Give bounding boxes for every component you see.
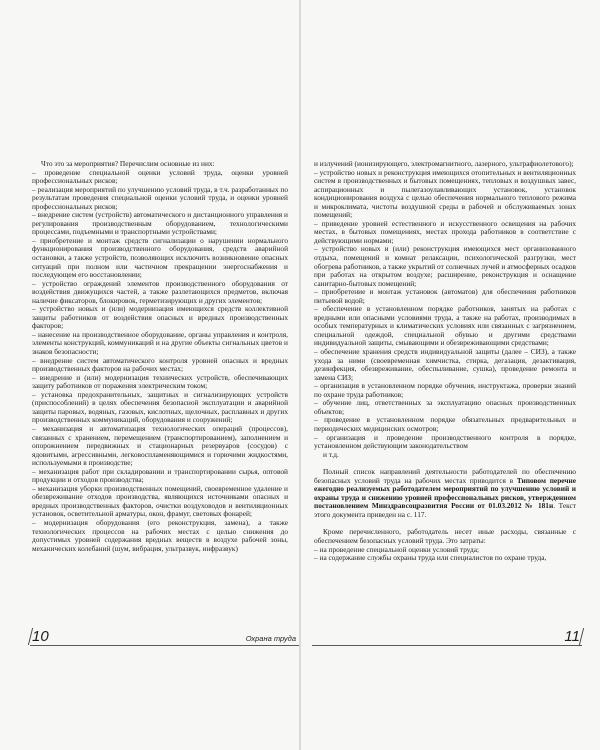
list-item: – устройство ограждений элементов производственного оборудования от воздействия движущихся частей, а также разлетающихся предметов, включая наличие фиксаторов, блокировок, герметизирующих и других элементов;	[32, 278, 288, 305]
list-item: – приведение уровней естественного и искусственного освещения на рабочих местах, в бытовых помещениях, местах прохода работников в соответствие с действующими нормами;	[314, 218, 576, 245]
list-item: – устройство новых и (или) реконструкция имеющихся мест организованного отдыха, помещений и комнат релаксации, психологической разгрузки, мест обогрева работников, а также укрытий от солнечных лучей и атмосферных осадков при работах на открытом воздухе; расширение, реконструкция и оснащение санитарно-бытовых помещений;	[314, 244, 576, 288]
list-item: – организация в установленном порядке обучения, инструктажа, проверки знаний по охране труда работников;	[314, 381, 576, 399]
list-item: – внедрение систем (устройств) автоматического и дистанционного управления и регулирования производственным оборудованием, технологическими процессами, подъемными и транспортными устройствами;	[32, 210, 288, 237]
list-ending: и т.д.	[323, 449, 339, 459]
list-item: – установка предохранительных, защитных и сигнализирующих устройств (приспособлений) в целях обеспечения безопасной эксплуатации и аварийной защиты паровых, водяных, газовых, кислотных, щелочных, расплавных и других производственных коммуникаций, оборудования и сооружений;	[32, 389, 288, 425]
right-page-footer	[312, 627, 582, 646]
page-number: 11	[564, 628, 580, 645]
list-item: – механизация и автоматизация технологических операций (процессов), связанных с хранением, перемещением (транспортированием), заполнением и опорожнением передвижных и стационарных резервуаров (сосудов) с ядовитыми, агрессивными, легковоспламеняющимися и горючими жидкостями, используемыми в производстве;	[32, 423, 288, 468]
summary-text: Полный список направлений деятельности работодателей по обеспечению безопасных условий труда на рабочих местах приводится в	[314, 467, 576, 485]
list-item: – приобретение и монтаж средств сигнализации о нарушении нормального функционирования производственного оборудования, средств аварийной остановки, а также устройств, позволяющих исключить возникновение опасных ситуаций при полном или частичном прекращении энергоснабжения и последующем его восстановлении;	[32, 235, 288, 280]
running-title: Охрана труда	[245, 634, 296, 643]
list-item: – модернизация оборудования (его реконструкция, замена), а также технологических процессов на рабочих местах с целью снижения до допустимых уровней содержания вредных веществ в воздухе рабочей зоны, механических колебаний (шум, вибрация, ультразвук, инфразвук)	[32, 517, 288, 553]
list-item: – внедрение систем автоматического контроля уровней опасных и вредных производственных факторов на рабочих местах;	[32, 355, 288, 374]
page-number: 10	[32, 628, 49, 645]
expenses-intro: Кроме перечисленного, работодатель несет иные расходы, связанные с обеспечением безопасных условий труда. Это затраты:	[314, 527, 576, 545]
list-item: – организация и проведение производственного контроля в порядке, установленном действующим законодательством	[314, 432, 576, 451]
list-item: – механизация уборки производственных помещений, своевременное удаление и обезвреживание отходов производства, являющихся источниками опасных и вредных производственных факторов, очистки воздуховодов и вентиляционных установок, осветительной арматуры, окон, фрамуг, световых фонарей;	[32, 483, 288, 519]
list-item: – проведение в установленном порядке обязательных предварительных и периодических медицинских осмотров;	[314, 415, 576, 433]
list-item: – на содержание службы охраны труда или специалистов по охране труда,	[314, 553, 547, 563]
list-item: – механизация работ при складировании и транспортировании сырья, оптовой продукции и отходов производства;	[32, 466, 288, 485]
right-page	[300, 0, 600, 750]
list-item: – нанесение на производственное оборудование, органы управления и контроля, элементы конструкций, коммуникаций и на другие объекты сигнальных цветов и знаков безопасности;	[32, 329, 288, 357]
summary-paragraph	[314, 468, 576, 519]
left-page-text	[32, 160, 288, 553]
list-item: – обеспечение хранения средств индивидуальной защиты (далее – СИЗ), а также ухода за ними (своевременная химчистка, стирка, дегазация, дезактивация, дезинфекция, обезвреживание, обеспыливание, сушка), проведение ремонта и замена СИЗ;	[314, 347, 576, 382]
list-item: и излучений (ионизирующего, электромагнитного, лазерного, ультрафиолетового);	[314, 159, 574, 168]
list-item: – обучение лиц, ответственных за эксплуатацию опасных производственных объектов;	[314, 398, 576, 416]
list-item: – устройство новых и реконструкция имеющихся отопительных и вентиляционных систем в производственных и бытовых помещениях, тепловых и воздушных завес, аспирационных и пылегазоулавливающих установок, установок кондиционирования воздуха с целью обеспечения нормального теплового режима и микроклимата, чистоты воздушной среды в рабочей и обслуживаемых зонах помещений;	[314, 167, 576, 220]
list-item: – на проведение специальной оценки условий труда;	[314, 544, 480, 554]
list-item: – реализация мероприятий по улучшению условий труда, в т.ч. разработанных по результатам проведения специальной оценки условий труда, и оценки уровней профессиональных рисков;	[32, 184, 288, 211]
intro-paragraph: Что это за мероприятия? Перечислим основные из них:	[41, 159, 215, 168]
list-item: – обеспечение в установленном порядке работников, занятых на работах с вредными или опасными условиями труда, а также на работах, производимых в особых температурных и климатических условиях или связанных с загрязнением, специальной одеждой, специальной обувью и другими средствами индивидуальной защиты, смывающими и обезвреживающими средствами;	[314, 304, 576, 348]
document-title-reference: Типовом перечне ежегодно реализуемых работодателем мероприятий по улучшению условий и охраны труда и снижению уровней профессиональных рисков, утвержденном постановлением Минздравсоцразвития России от 01.03.2012 № 181н	[314, 475, 576, 511]
left-page-footer	[30, 627, 300, 646]
list-item: – устройство новых и (или) модернизация имеющихся средств коллективной защиты работников от воздействия опасных и вредных производственных факторов;	[32, 304, 288, 331]
summary-text-tail: . Текст этого документа приведен на с. 117.	[314, 501, 577, 519]
list-item: – приобретение и монтаж установок (автоматов) для обеспечения работников питьевой водой;	[314, 287, 576, 305]
right-page-text	[314, 160, 576, 563]
list-item: – внедрение и (или) модернизация технических устройств, обеспечивающих защиту работников от поражения электрическим током;	[32, 372, 288, 391]
list-item: – проведение специальной оценки условий труда, оценки уровней профессиональных рисков;	[32, 167, 288, 186]
